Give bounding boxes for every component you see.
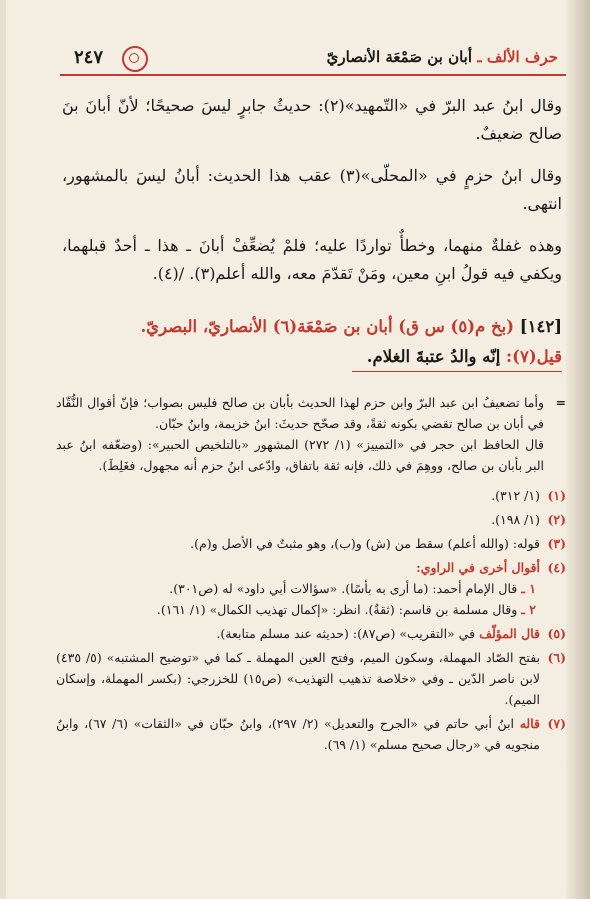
page-number-block (74, 44, 154, 72)
subitem-number: ١ ـ (521, 581, 536, 596)
footnote-number: (٣) (547, 536, 566, 551)
entry-title: أبان بن صَمْعَة الأنصاريّ (326, 48, 473, 66)
footnote-subitem (56, 599, 540, 620)
continuation-line-2: قال الحافظ ابن حجر في «التمييز» (١/ ٢٧٢) المشهور «بالتلخيص الحبير»: (وضعّفه ابنُ عبد البر بأبان بن صالح، ووهِمَ في ذلك، فإنه ثقة باتفاق، وادّعى ابنُ حزم أنه مجهول، فغَلِطَ). (56, 437, 545, 473)
footnote-text: (١/ ٣١٢). (491, 488, 540, 503)
footnotes (56, 392, 566, 755)
footnote-3 (56, 533, 566, 554)
footnote-7 (56, 713, 566, 755)
main-text (62, 92, 562, 302)
entry-note-label: قيل(٧): (506, 347, 562, 366)
paragraph-3: وهذه غفلةٌ منهما، وخطأٌ تواردًا عليه؛ فلمْ يُضعِّفْ أبانَ ـ هذا ـ أحدٌ قبلهما، ويكفي فيه قولُ ابنِ معين، ومَنْ تَقدّمَ معه، والله أعلم(٣). /(٤). (62, 236, 562, 283)
entry-name: أبان بن صَمْعَة(٦) الأنصاريّ، البصريّ. (140, 317, 393, 336)
entry-number: [١٤٢] (519, 317, 562, 336)
footnote-number: (٤) (547, 560, 566, 575)
footnote-4 (56, 557, 566, 620)
running-title (327, 48, 558, 66)
footnote-number: (١) (547, 488, 566, 503)
footnote-6 (56, 647, 566, 710)
entry-underline (352, 371, 562, 372)
paragraph-1: وقال ابنُ عبد البرّ في «التّمهيد»(٢): حديثُ جابرٍ ليسَ صحيحًا؛ لأنّ أبانَ بنَ صالح ضعيفٌ. (62, 96, 563, 143)
page-gutter-shade (566, 0, 590, 899)
subitem-text: وقال مسلمة بن قاسم: (ثقةٌ). انظر: «إكمال تهذيب الكمال» (١/ ١٦١). (156, 602, 518, 617)
subitem-number: ٢ ـ (521, 602, 536, 617)
footnote-title: قال المؤلّف (479, 626, 540, 641)
narrator-entry (62, 312, 562, 372)
footnote-subitem (56, 578, 540, 599)
title-separator: ـ (472, 48, 487, 66)
footnote-title: قاله (519, 716, 540, 731)
paragraph-2: وقال ابنُ حزمٍ في «المحلّى»(٣) عقب هذا الحديث: أبانُ ليسَ بالمشهور، انتهى. (62, 166, 563, 213)
footnote-2 (56, 509, 566, 530)
entry-sigla: (بخ م(٥) س ق) (398, 317, 515, 336)
ornament-icon (122, 46, 148, 72)
footnote-number: (٧) (547, 716, 566, 731)
footnote-title: أقوال أخرى في الراوي: (416, 560, 540, 575)
footnote-number: (٦) (547, 650, 566, 665)
footnote-5 (56, 623, 566, 644)
page-edge (0, 0, 6, 899)
continuation-line-1: وأما تضعيفُ ابن عبد البرّ وابن حزم لهذا الحديث بأبان بن صالح فليس بصواب؛ فإنّ أقوال النُّقّاد في أبان بن صالح تقضي بكونه ثقةً، وقد صحّح حديثَ: ابنُ خزيمة، وابنُ حبّان. (56, 395, 544, 431)
entry-note-text: إنّه والدُ عتبةَ الغلام. (366, 347, 501, 366)
footnote-number: (٥) (547, 626, 566, 641)
chapter-title: حرف الألف (486, 48, 558, 66)
footnote-continuation (56, 392, 566, 476)
footnote-text: بفتح الصّاد المهملة، وسكون الميم، وفتح العين المهملة ـ كما في «توضيح المشتبه» (٥/ ٤٣٥) لابن ناصر الدّين ـ وفي «خلاصة تذهيب التهذيب» (ص١٥) للخزرجي: (بكسر المهملة، وإسكان الميم). (56, 650, 540, 707)
page-number: ٢٤٧ (74, 47, 104, 68)
footnote-text: (١/ ١٩٨). (491, 512, 540, 527)
footnote-number: (٢) (547, 512, 566, 527)
continuation-marker: = (555, 395, 566, 410)
footnote-text: ابنُ أبي حاتم في «الجرح والتعديل» (٢/ ٢٩٧)، وابنُ حبّان في «الثقات» (٦/ ٦٧)، وابنُ منجويه في «رجال صحيح مسلم» (١/ ٦٩). (56, 716, 540, 752)
entry-note (62, 342, 562, 372)
entry-heading (62, 312, 562, 342)
subitem-text: قال الإمام أحمد: (ما أرى به بأسًا). «سؤالات أبي داود» له (ص٣٠١). (169, 581, 518, 596)
footnote-text: قوله: (والله أعلم) سقط من (ش) و(ب)، وهو مثبتٌ في الأصل و(م). (190, 536, 540, 551)
footnote-text: في «التقريب» (ص٨٧): (حديثه عند مسلم متابعة). (216, 626, 476, 641)
footnote-separator (56, 476, 566, 482)
footnote-1 (56, 485, 566, 506)
